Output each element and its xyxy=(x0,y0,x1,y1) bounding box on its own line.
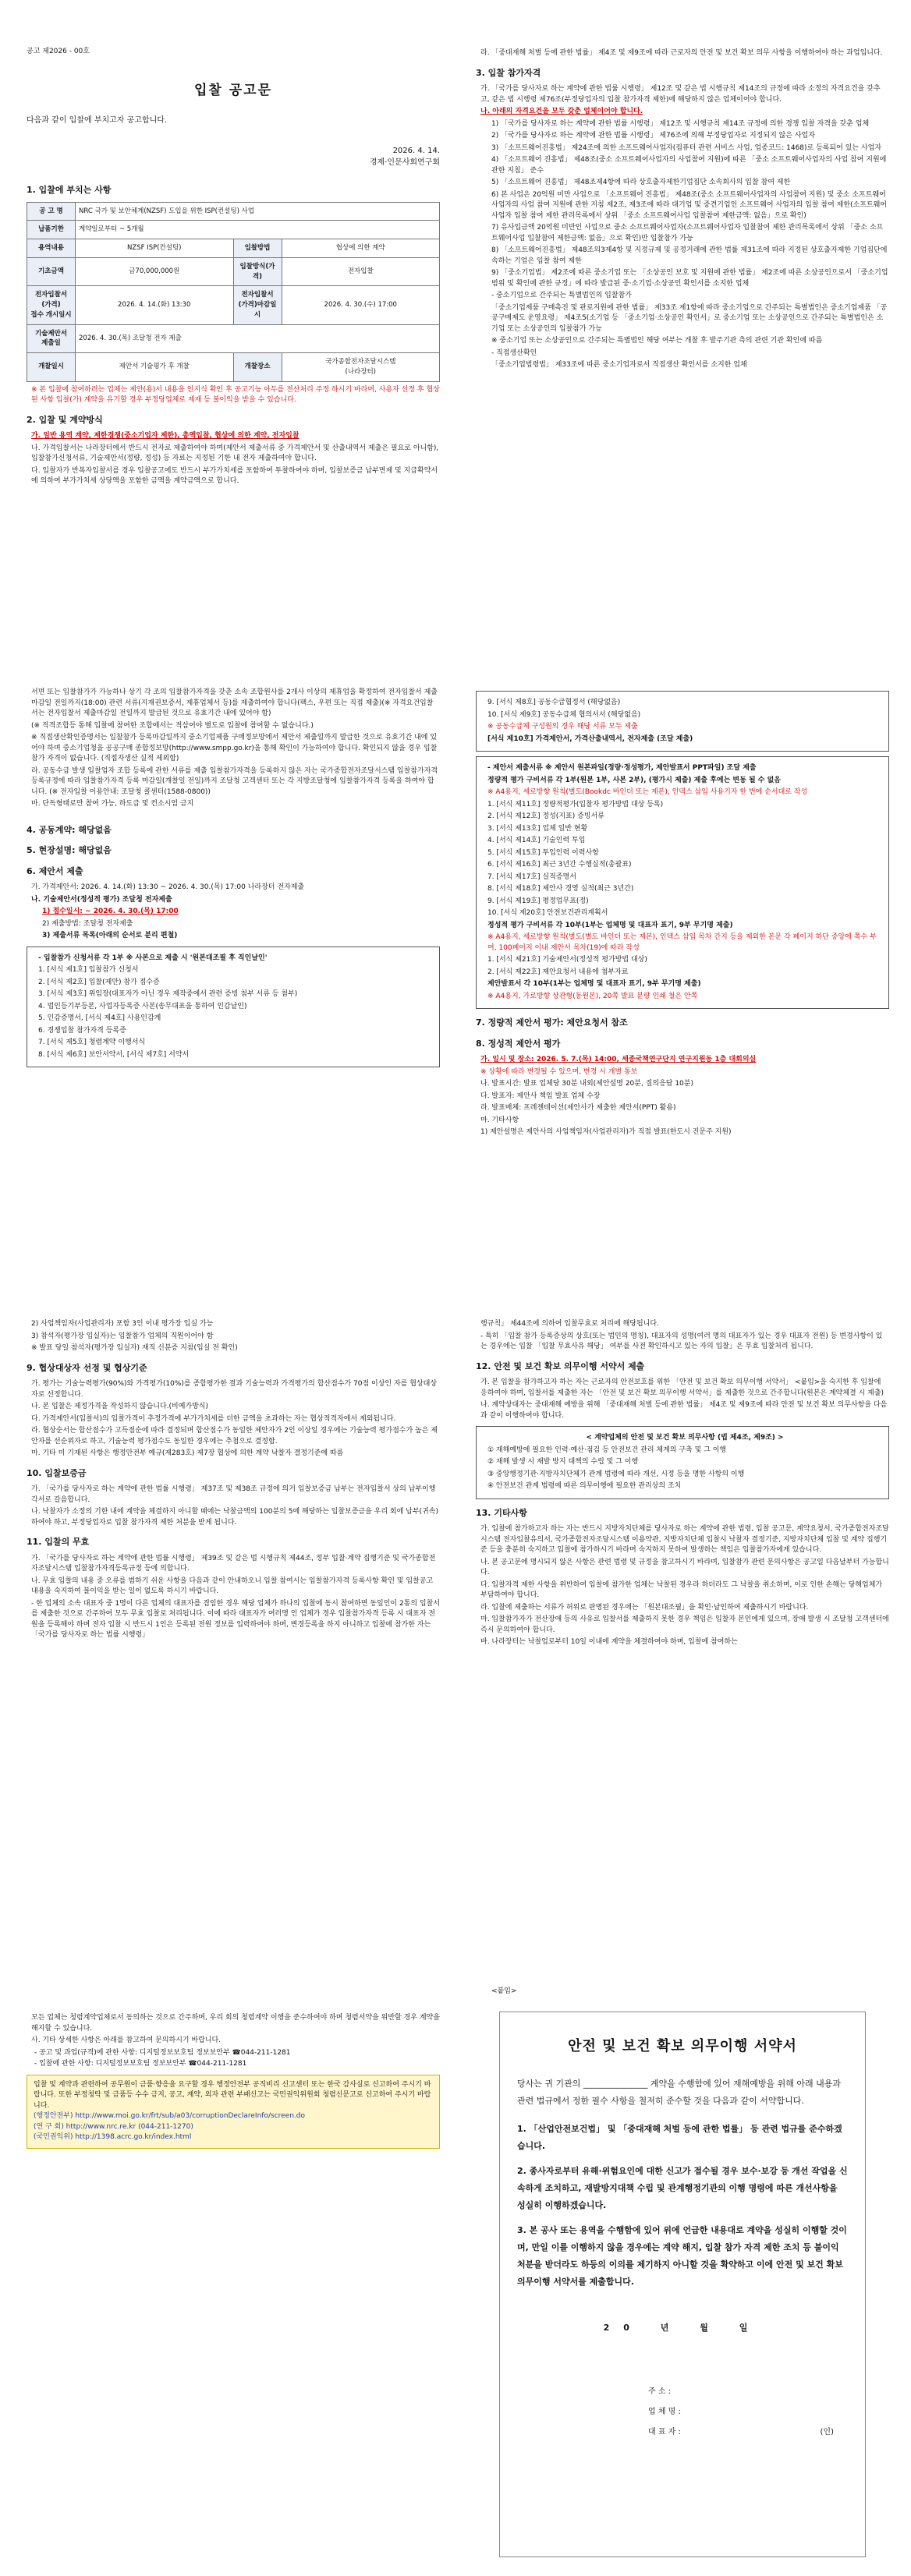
paragraph: (※ 적격조합등 통해 입찰에 참여한 조합에서는 적삼어야 별도로 입찰에 참여할 수 없습니다.) xyxy=(31,721,314,730)
paragraph: - 특히 「입찰 참가 등록증상의 상호(또는 법인의 명칭), 대표자의 성명(여러 명의 대표자가 있는 경우 대표자 전원) 등 변경사항이 있는 경우에는 입찰 「입찰 무효사유 해당」 여부를 사전 확인하시고 있는 자의 입찰」은 무효 입찰처리 됩니다. xyxy=(480,1332,883,1350)
paragraph: ※ 직접생산확인증명서는 입찰참가 등록마감일까지 중소기업제품 구매정보망에서 제안서 제출일까지 발급한 것으로 유효기간 내에 있어야 하며 중소기업청을 공공구매 종합정보망(http://www.smpp.go.kr)을 통해 확인이 가능하여야 합니다. 확인되지 않을 경우 입찰 참가 자격이 없습니다. (직접자생산 실적 제외함) xyxy=(31,734,438,763)
list-item: ④ 안전보건 관계 법령에 따른 의무이행에 필요한 관리상의 조치 xyxy=(487,1482,682,1490)
report-link[interactable]: (행정안전부) http://www.moi.go.kr/frt/sub/a03/corruptionDeclareInfo/screen.do xyxy=(34,2112,305,2120)
table-cell: 국가종합전자조달시스템 (나라장터) xyxy=(282,353,440,382)
table-cell: 전자입찰 xyxy=(282,257,440,286)
table-cell: 전자입찰서(가격) 접수 개시일시 xyxy=(27,286,76,324)
paragraph: 나. 발표시간: 발표 업체당 30분 내외(제안설명 20분, 질의응답 10분) xyxy=(480,1080,693,1088)
paragraph: 1) 제안설명은 제안사의 사업책임자(사업관리자)가 직접 발표(한도시 진문주 지원) xyxy=(480,1128,732,1136)
contract-paragraph: 나. 가격입찰서는 나라장터에서 반드시 전자로 제출하여야 하며(제안서 제출서류 중 가격제안서 및 산출내역서 제출은 필요로 아니함), 입찰참가신청서류, 기술제안서(정량, 정성) 등 자료는 지정된 기한 내 전자 제출하여야 합니다. xyxy=(31,444,439,462)
section-11-heading: 11. 입찰의 무효 xyxy=(27,1537,90,1547)
table-row xyxy=(27,286,440,324)
table-row xyxy=(27,353,440,382)
document-title: 입찰 공고문 xyxy=(193,82,273,98)
table-cell: 공 고 명 xyxy=(27,202,76,221)
paragraph: 마. 입찰참가자가 전산장애 등의 사유로 입찰서를 제출하지 못한 경우 책임은 입찰자 본인에게 있으며, 장애 발생 시 조달청 고객센터에 즉시 문의하여야 합니다. xyxy=(480,1615,889,1634)
section-2-heading: 2. 입찰 및 계약방식 xyxy=(27,414,103,425)
paragraph: 나. 계약상대자는 중대재해 예방을 위해 「중대재해 처벌 등에 관한 법률」 제4조 및 제9조에 따라 안전 및 보건 확보 의무사항을 다음과 같이 이행하여야 합니다. xyxy=(480,1401,888,1420)
submission-docs-box xyxy=(27,947,440,1068)
notice-date: 2026. 4. 14. xyxy=(392,147,440,155)
list-item: - 공고 및 과업(규격)에 관한 사항: 디지털정보보호팀 정보보안부 ☎044-211-1281 xyxy=(34,2048,291,2057)
list-item: 5) 「소프트웨어 진흥법」 제48조제4항에 따라 상호출자제한기업집단 소속회사의 입찰 참여 제한 xyxy=(491,179,791,186)
section-7-heading: 7. 정량적 제안서 평가: 제안요청서 참조 xyxy=(476,1017,628,1028)
list-item: 2. [서식 제12호] 정성(지표) 증빙서류 xyxy=(487,812,604,820)
table-cell: 2026. 4. 14.(화) 13:30 xyxy=(76,286,234,324)
list-item: 1. [서식 제21호] 기술제안서(정성적 평가방법 대상) xyxy=(487,956,647,964)
paragraph: 가. 「국가를 당사자로 하는 계약에 관한 법률 시행령」 제39조 및 같은 법 시행규칙 제44조, 정부 입찰·계약 집행기준 및 국가종합전자조달시스템 입찰참가자격등록규정 등에 의합니다. xyxy=(31,1554,436,1573)
list-item: 6) 본 사업은 20억원 미만 사업으로 「소프트웨어 진흥법」 제48조(중소 소프트웨어사업자의 사업참여 지원) 및 중소 소프트웨어사업자의 사업 참여 지원에 관한 지침 제2조, 제3조에 따라 대기업 및 중견기업인 소프트웨어 사업자의 입찰 참여 제한(소프트웨어 사업자 입찰 참여 제한 관리목록에서 상위 「중소 소프트웨어사업 입찰참여 제한금액: 없음」으로 확인) xyxy=(491,190,887,220)
list-item: 9. [서식 제8호] 공동수급협정서 (해당없음) xyxy=(487,699,621,706)
list-item: 10. [서식 제20호] 안전보건관리계획서 xyxy=(487,909,608,917)
pledge-signature xyxy=(500,2382,865,2443)
table-row xyxy=(27,239,440,258)
box-note: 제안발표서 각 10부(1부는 업체명 및 대표자 표기, 9부 무기명 제출) xyxy=(487,980,701,988)
paragraph: 2) 사업책임자(사업관리자) 포함 3인 이내 평가장 입실 가능 xyxy=(31,1320,214,1328)
eligibility-paragraph: 가. 「국가를 당사자로 하는 계약에 관한 법률 시행령」 제12조 및 같은 법 시행규칙 제14조의 규정에 따라 소정의 자격요건을 갖추고, 같은 법 시행령 제76조(부정당업자의 입찰 참가자격 제한)에 해당하지 않은 업체이어야 합니다. xyxy=(480,85,881,104)
report-link[interactable]: (국민권익위) http://1398.acrc.go.kr/index.html xyxy=(34,2133,192,2141)
pledge-body xyxy=(500,2075,865,2291)
company-label: 업 체 명 : xyxy=(648,2407,681,2416)
list-item: 7. [서식 제5호] 청렴계약 이행서식 xyxy=(38,1039,146,1046)
contract-method: 가. 일반 용역 계약, 제한경쟁(중소기업자 제한), 총액입찰, 협상에 의한 계약, 전자입찰 xyxy=(31,432,300,440)
report-link[interactable]: (연 구 회) http://www.nrc.re.kr (044-211-1270) xyxy=(34,2122,193,2131)
paragraph: 3) 참석자(평가장 입실자)는 입찰참가 업체의 직원이어야 함 xyxy=(31,1332,214,1340)
list-item: 7. [서식 제17호] 실적증명서 xyxy=(487,872,576,881)
page2-right xyxy=(476,686,889,1136)
list-item: 6. [서식 제16호] 최근 3년간 수행실적(총괄표) xyxy=(487,861,632,869)
table-cell: 2026. 4. 30.(수) 17:00 xyxy=(282,286,440,324)
contract-paragraph: 다. 입찰자가 반복자입찰서를 경우 입찰공고에도 반드시 부가가치세를 포함하여 투찰하여야 하며, 입찰보증금 납부면제 및 지급확약서에 의하여 부가가치세 상당액을 포함한 금액을 계약금액으로 합니다. xyxy=(31,466,438,485)
safety-duties-box xyxy=(476,1426,889,1499)
paragraph: 행규칙」 제44조에 의하여 입찰무효로 처리에 해당됩니다. xyxy=(480,1320,659,1328)
list-item: 4) 「소프트웨어 진흥법」 제48조(중소 소프트웨어사업자의 사업참여 지원)에 따른 「중소 소프트웨어사업자의 사업 참여 지원에 관한 지침」 준수 xyxy=(491,156,887,175)
price-proposal-schedule: 가. 가격제안서: 2026. 4. 14.(화) 13:30 ~ 2026. 4. 30.(목) 17:00 나라장터 전자제출 xyxy=(31,883,305,891)
table-cell: 입찰방식(가격) xyxy=(233,257,282,286)
paragraph: 가. 입찰에 참가하고자 하는 자는 반드시 지방자치단체를 당사자로 하는 계약에 관한 법령, 입찰 공고문, 계약요청서, 국가종합전자조달시스템 전자입찰유의서, 국가종합전자조달시스템 이용약관, 지방자치단체 입찰시 낙찰자 결정기준, 지방자치단체 입찰 및 계약 집행기준 등을 충분히 숙지하고 입찰에 참가하시기 바라며 숙지하지 못하여 발생하는 책임은 입찰참가자에게 있습니다. xyxy=(480,1525,889,1554)
list-item: 「중소기업제품 구매촉진 및 판로지원에 관한 법률」 제33조 제1항에 따라 중소기업으로 간주되는 특별법인은 중소기업제품 「공공구매제도 운영요령」 제4조5(소기업 등 「중소기업·소상공인 확인서」로 중소기업 또는 소상공인으로 간주되는 특별법인은 소기업 또는 소상공인의 입찰참가 가능 xyxy=(491,303,888,333)
section-9-heading: 9. 협상대상자 선정 및 협상기준 xyxy=(27,1362,147,1373)
corruption-report-box xyxy=(27,2075,440,2149)
section-3-heading: 3. 입찰 참가자격 xyxy=(476,67,541,78)
list-item: 「중소기업법령법」 제33조에 따른 중소기업자로서 직접생산 확인서를 소지한 업체 xyxy=(491,361,747,369)
list-item: 2. [서식 제2호] 입찰(제안) 참가 접수증 xyxy=(38,978,160,986)
box-heading: - 입찰참가 신청서류 각 1부 ※ 사본으로 제출 시 '원본대조필 후 직인날인' xyxy=(38,954,268,962)
table-cell: 계약일로부터 ~ 5개월 xyxy=(76,221,440,239)
intro-text: 다음과 같이 입찰에 부치고자 공고합니다. xyxy=(27,116,168,125)
list-item: 6. 경쟁입찰 참가자격 등록증 xyxy=(38,1026,126,1035)
box-note: ※ A4용지, 세로방향 원칙(별도(별도 바인더 또는 제본), 인덱스 삽입 목차 간지 등을 제외한 본문 각 페이지 하단 중앙에 쪽수 부여, 100페이지 이내 제안서 목차(19)에 따라 작성 xyxy=(487,933,877,952)
page3-left xyxy=(27,1318,440,1817)
box-note: ※ A4용지, 세로방향 원칙(별도(Bookdc 바인더 또는 제본), 인덱스 삽입 사용기자 한 번에 순서대로 작성 xyxy=(487,788,808,796)
paragraph: 다. 가격제안서(입찰서)의 입찰가격이 추정가격에 부가가치세를 더한 금액을 초과하는 자는 협상적격자에서 제외됩니다. xyxy=(31,1414,396,1423)
table-cell: 금70,000,000원 xyxy=(76,257,234,286)
list-item: 1) 접수일시: ~ 2026. 4. 30.(목) 17:00 xyxy=(42,908,179,915)
list-item: - 직접생산확인 xyxy=(491,349,537,357)
list-item: ② 재해 발생 시 재발 방지 대책의 수립 및 그 이행 xyxy=(487,1458,639,1466)
box-heading: - 제안서 제출서류 ※ 제안서 원본파일(정량·정성평가, 제안발표서 PPT파일) 조달 제출 xyxy=(487,764,757,772)
seal-mark: (인) xyxy=(820,2427,834,2436)
box-note: 정성적 평가 구비서류 각 10부(1부는 업체명 및 대표자 표기, 9부 무기명 제출) xyxy=(487,921,733,929)
paragraph: 서면 또는 입찰참가가 가능하나 상기 각 조의 입찰참가자격을 갖춘 소속 조합원사를 2개사 이상의 제휴업을 확정하여 전자입찰서 제출 마감일 전일까지(18:00) 관련 서류(지재권보증서, 제휴업체서 등)를 제출하여야 합니다(팩스, 우편 또는 직접 제출)(※ 자격요건입찰서는 전자입찰서 제출마감일 전일까지 발급된 것으로 유효기간 내에 있어야 함) xyxy=(31,688,438,717)
paragraph: 가. 평가는 기술능력평가(90%)와 가격평가(10%)를 종합평가한 결과 기술능력과 가격평가의 합산점수가 70점 이상인 자를 협상대상자로 선정합니다. xyxy=(31,1380,438,1399)
pledge-date: 20 년 월 일 xyxy=(603,2323,762,2333)
notice-number: 공고 제2026 - 00호 xyxy=(27,48,90,55)
paragraph: 라. 입찰에 제출하는 서류가 허위로 판명된 경우에는 「원본대조필」을 확인·날인하여 제출하시기 바랍니다. xyxy=(480,1603,809,1612)
list-item: 9. [서식 제19호] 평정업무표(정) xyxy=(487,897,589,905)
pledge-title: 안전 및 보건 확보 의무이행 서약서 xyxy=(568,2038,797,2054)
list-item: 1. [서식 제1호] 입찰참가 신청서 xyxy=(38,966,139,974)
list-item: 3. [서식 제3호] 위임장(대표자가 아닌 경우 제작중에서 관련 증빙 첨부 서류 등 첨부) xyxy=(38,990,298,998)
box-text: 입찰 및 계약과 관련하여 공무원이 금품·향응을 요구할 경우 행정안전부 공직비리 신고센터 또는 한국 감사실로 신고하여 주시기 바랍니다. 또한 부정청탁 및 금품등 수수 금지, 공고, 계약, 외자 관련 부패신고는 국민권익위원회 청렴신문고로 신고하여 주시기 바랍니다. xyxy=(34,2080,431,2110)
bid-info-table xyxy=(27,202,440,382)
list-item: 3) 제출서류 목록(아래의 순서로 분리 편철) xyxy=(42,932,178,939)
paragraph: 라. 협상순서는 합산점수가 고득점순에 따라 결정되며 합산점수가 동일한 제안자가 2인 이상일 경우에는 기술능력 평가점수가 높은 제안자를 선순위자로 하고, 기술능력 평가점수도 동일한 경우에는 추첨으로 결정함. xyxy=(31,1427,438,1445)
box-note: 정량적 평가 구비서류 각 1부(원본 1부, 사본 2부), (평가시 제출) 제출 후에는 변동 될 수 없음 xyxy=(487,776,781,784)
tech-proposal-heading: 나. 기술제안서(정성적 평가) 조달청 전자제출 xyxy=(31,895,172,904)
section-5-heading: 5. 현장설명: 해당없음 xyxy=(27,845,112,855)
paragraph: 나. 무효 입찰의 내용 중 오류를 범하기 쉬운 사항을 다음과 같이 안내하오니 입찰 참여시는 입찰참가자격 등록사항 확인 및 입찰공고 내용을 숙지하여 불이익을 받는 일이 없도록 하시기 바랍니다. xyxy=(31,1576,434,1595)
paragraph: - 한 업체의 소속 대표자 중 1명이 다른 업체의 대표자를 겸임한 경우 해당 업체가 하나의 입찰에 동시 참여하면 동일인이 2통의 입찰서를 제출한 것으로 간주하여 모두 무효 입찰로 처리됩니다. 이에 따라 대표자가 여러명 인 업체가 경우 입찰참가자격 등록 시 대표자 전원을 등록해야 하며 전자 입찰 시 반드시 1인은 등록된 전원 정보를 입력하여야 하며, 변경등록을 하지 아니하고 입찰에 참가한 자는 「국가를 당사자로 하는 법률 시행령」 xyxy=(31,1599,441,1639)
pledge-form xyxy=(499,2012,866,2557)
page1-left xyxy=(27,47,440,491)
section-8-heading: 8. 정성적 제안서 평가 xyxy=(476,1038,561,1049)
list-item: 7) 유사입금액 20억원 미만인 사업으로 중소 소프트웨어사업자(소프트웨어사업자 입찰참여 제한 관리목록에서 상위 「중소 소프트웨어사업 입찰참여 제한금액: 없음」으로 확인)만 입찰참가 가능 xyxy=(491,224,884,242)
table-cell: 용역내용 xyxy=(27,239,76,258)
schedule-note: ※ 상황에 따라 변경될 수 있으며, 변경 시 개별 통보 xyxy=(480,1067,638,1076)
address-label: 주 소 : xyxy=(648,2387,672,2396)
table-cell: NRC 국가 및 보안체계(NZSF) 도입을 위한 ISP(컨설팅) 사업 xyxy=(76,202,440,221)
list-item: 3. [서식 제13호] 업체 일반 현황 xyxy=(487,824,588,833)
paragraph: 라. 발표매체: 프레젠테이션(제안사가 제출한 제안서(PPT) 활용) xyxy=(480,1104,676,1112)
paragraph: 라. 공동수급 발생 입찰업자 조합 등록에 관한 서류를 제출 입찰참가자격을 등록하지 않은 자는 국가종합전자조달시스템 입찰참가자격 등록규정에 따라 입찰참가자격 등록 마감일(개찰일 전일)까지 조달청 고객센터 또는 각 지방조달청에 입찰참가자격 등록을 하여야 합니다. (※ 전자입찰 이용안내: 조달청 콜센터(1588-0800)) xyxy=(31,766,438,796)
pledge-paragraph: 3. 본 공사 또는 용역을 수행함에 있어 위에 언급한 내용대로 계약을 성실히 이행할 것이며, 만일 이를 이행하지 않을 경우에는 계약 해지, 입찰 참가 자격 제한 조치 등 불이익 처분을 받더라도 하등의 이의를 제기하지 아니할 것을 확약하고 이에 안전 및 보건 확보 의무이행 서약서를 제출합니다. xyxy=(517,2225,847,2287)
list-item: 2. [서식 제22호] 제안요청서 내용에 첨부자료 xyxy=(487,968,629,976)
table-cell: 협상에 의한 계약 xyxy=(282,239,440,258)
list-item: 1) 「국가를 당사자로 하는 계약에 관한 법률 시행령」 제12조 및 시행규칙 제14조 규정에 의한 경쟁 입찰 자격을 갖춘 업체 xyxy=(491,119,870,128)
table-cell: NZSF ISP(컨설팅) xyxy=(76,239,234,258)
table-row xyxy=(27,324,440,353)
paragraph: 나. 본 공고문에 명시되지 않은 사항은 관련 법령 및 규정을 참고하시기 바라며, 입찰참가 관련 문의사항은 공고일 다음날부터 가능합니다. xyxy=(480,1558,889,1576)
proposal-docs-box xyxy=(476,756,889,1009)
paragraph: 바. 나라장터는 낙찰업로부터 10일 이내에 계약을 체결하여야 하며, 입찰에 참여하는 xyxy=(480,1638,738,1646)
table-cell: 전자입찰서 (가격)마감일시 xyxy=(233,286,282,324)
paragraph: 나. 본 입찰은 제정가격을 작성하지 않습니다.(비예가방식) xyxy=(31,1403,209,1410)
table-row xyxy=(27,202,440,221)
list-item: 5. 인감증명서, [서식 제4호] 사용인감계 xyxy=(38,1014,161,1022)
table-note: ※ 본 입찰에 참여하려는 업체는 제안(용)서 내용을 인지식 확인 후 공고기능 아두를 전산처리 주정 하시기 바라며, 사용자 선정 후 협상된 사항 입찰(가) 계약을 유기할 경우 부정당업체로 제재 등 불이익을 받을 수 있습니다. xyxy=(31,385,440,404)
attachment-tag: <붙임> xyxy=(491,1987,517,1995)
list-item: 8) 「소프트웨어진흥법」 제48조의3제4항 및 지정규제 및 공정거래에 관한 법률 제31조에 따라 지정된 상호출자제한 기업집단에 속하는 기업은 입찰 참여 제한 xyxy=(491,246,888,265)
eligibility-requirements-heading: 나. 아래의 자격요건을 모두 갖춘 업체이어야 합니다. xyxy=(480,108,643,115)
list-item: - 중소기업으로 간주되는 특별법인의 입찰참가 xyxy=(491,292,632,299)
list-item: 1. [서식 제11호] 정량적평가(입찰자 평가방법 대상 등록) xyxy=(487,800,664,809)
section-6-heading: 6. 제안서 제출 xyxy=(27,865,83,876)
section-4-heading: 4. 공동계약: 해당없음 xyxy=(27,824,112,835)
paragraph: 다. 입찰자격 제한 사항을 위반하여 입찰에 참가한 업체는 낙찰된 경우라 하더라도 그 낙찰을 취소하며, 이로 인한 손해는 당해업체가 부담하여야 합니다. xyxy=(480,1580,883,1599)
paragraph: 마. 단독형태로만 참여 가능, 하도급 및 컨소시엄 금지 xyxy=(31,800,194,808)
pledge-paragraph: 당사는 귀 기관의 _______________ 계약을 수행함에 있어 재해예방을 위해 아래 내용과 관련 법규에서 정한 필수 사항을 철저히 준수할 것을 다음과 같이 서약합니다. xyxy=(517,2079,841,2106)
table-cell: 기초금액 xyxy=(27,257,76,286)
contact-list xyxy=(34,2048,440,2070)
paragraph: 나. 낙찰자가 소정의 기한 내에 계약을 체결하지 아니할 때에는 낙찰금액의 100분의 5에 해당하는 입찰보증금을 우리 회에 납부(귀속)하여야 하고, 부정당업자로 입찰 참가자격 제한 처분을 받게 됩니다. xyxy=(31,1508,438,1527)
section-10-heading: 10. 입찰보증금 xyxy=(27,1467,87,1478)
list-item: 2) 제출방법: 조달청 전자제출 xyxy=(42,919,133,928)
table-row xyxy=(27,257,440,286)
safety-clause: 라. 「중대재해 처벌 등에 관한 법률」 제4조 및 제9조에 따라 근로자의 안전 및 보건 확보 의무 사항을 이행하여야 하는 과업입니다. xyxy=(480,49,883,57)
list-item: 8. [서식 제18호] 제안사 경영 실적(최근 3년간) xyxy=(487,885,634,893)
paragraph: 가. 본 입찰을 참가하고자 하는 자는 근로자의 안전보호를 위한 「안전 및 보건 확보 의무이행 서약서」 <붙임>을 숙지한 후 입찰에 응하여야 하며, 입찰서를 제출한 자는 「안전 및 보건 확보 의무이행 서약서」를 제출한 것으로 간주합니다(원본은 계약체결 시 제출) xyxy=(480,1378,884,1397)
table-row xyxy=(27,221,440,239)
list-item: 8. [서식 제6호] 보안서약서, [서식 제7호] 서약서 xyxy=(38,1050,190,1059)
list-item: 4. 법인등기부등본, 사업자등록증 사본(송무대표을 통하여 인감날인) xyxy=(38,1002,247,1010)
table-cell: 제안서 기술평가 후 개찰 xyxy=(76,353,234,382)
table-cell: 기술제안서 제출일 xyxy=(27,324,76,353)
list-item: ※ 공동수급체 구성원의 경우 해당 서류 모두 제출 xyxy=(487,723,638,731)
list-item: ① 재해예방에 필요한 인력·예산·점검 등 안전보건 관리 체계의 구축 및 그 이행 xyxy=(487,1445,727,1454)
box-heading: < 계약업체의 안전 및 보건 확보 의무사항 (법 제4조, 제9조) > xyxy=(586,1434,784,1442)
list-item: ③ 중앙행정기관·지방자치단체가 관계 법령에 따라 개선, 시정 등을 명한 사항의 이행 xyxy=(487,1470,745,1478)
paragraph: 사. 기타 상세한 사항은 아래를 참고하여 문의하시기 바랍니다. xyxy=(31,2036,222,2044)
submission-docs-box-cont xyxy=(476,691,889,752)
list-item: 10. [서식 제9호] 공동수급체 협의서서 (해당없음) xyxy=(487,710,641,719)
table-cell: 2026. 4. 30.(목) 조달청 전자 제출 xyxy=(76,324,440,353)
section-1-heading: 1. 입찰에 부치는 사항 xyxy=(27,185,112,195)
list-item: 3) 「소프트웨어진흥법」 제24조에 의한 소프트웨어사업자(컴퓨터 관련 서비스 사업, 업종코드: 1468)로 등록되어 있는 사업자 xyxy=(491,143,882,152)
list-item: 9) 「중소기업법」 제2조에 따른 중소기업 또는 「소상공인 보호 및 지원에 관한 법률」 제2조에 따른 소상공인으로서 「중소기업 범위 및 확인에 관한 규정」에 따라 발급된 중·소기업·소상공인 확인서를 소지한 업체 xyxy=(491,269,888,288)
pledge-paragraph: 1. 「산업안전보건법」 및 「중대재해 처벌 등에 관한 법률」 등 관련 법규를 준수하겠습니다. xyxy=(517,2124,842,2151)
table-cell: 납품기한 xyxy=(27,221,76,239)
list-item: 4. [서식 제14호] 기술인력 투입 xyxy=(487,837,586,844)
table-cell: 개찰일시 xyxy=(27,353,76,382)
list-item: 2) 「국가를 당사자로 하는 계약에 관한 법률 시행령」 제76조에 의해 부정당업자로 지정되지 않은 사업자 xyxy=(491,132,815,140)
paragraph: 가. 「국가를 당사자로 하는 계약에 관한 법률 시행령」 제37조 및 제38조 규정에 의거 입찰보증금 납부는 전자입찰서 상의 납부이행각서로 갈음합니다. xyxy=(31,1485,436,1504)
eligibility-list xyxy=(487,119,889,371)
page3-right xyxy=(476,1318,889,1817)
page2-left xyxy=(27,686,440,1123)
presentation-schedule: 가. 일시 및 장소: 2026. 5. 7.(목) 14:00, 세종국책연구단지 연구지원동 1층 대회의실 xyxy=(480,1056,757,1063)
paragraph: 다. 발표자: 제안사 책임 발표 업체 수장 xyxy=(480,1092,601,1100)
list-item: [서식 제10호] 가격제안서, 가격산출내역서, 전자제출 (조달 제출) xyxy=(487,734,693,743)
page4-left xyxy=(27,2012,440,2511)
paragraph: 마. 기타사항 xyxy=(480,1116,519,1124)
pledge-paragraph: 2. 종사자로부터 유해·위험요인에 대한 신고가 접수될 경우 보수·보강 등 개선 작업을 신속하게 조치하고, 재발방지대책 수립 및 관계행정기관의 이행 명령에 따른 개선사항을 성실히 이행하겠습니다. xyxy=(517,2166,848,2210)
representative-label: 대 표 자 : xyxy=(648,2427,681,2436)
table-cell: 입찰방법 xyxy=(233,239,282,258)
list-item: - 입찰에 관한 사항: 디지털정보보호팀 정보보안부 ☎044-211-1281 xyxy=(34,2060,247,2068)
paragraph: 마. 기타 미 기재된 사항은 행정안전부 예규(제283호) 제7장 협상에 의한 계약 낙찰자 결정기준에 따름 xyxy=(31,1449,344,1457)
section-12-heading: 12. 안전 및 보건 확보 의무이행 서약서 제출 xyxy=(476,1361,645,1371)
list-item: 5. [서식 제15호] 투입인력 이력사항 xyxy=(487,848,599,857)
page1-right xyxy=(476,47,889,491)
box-note: ※ A4용지, 가로방향 상관형(동원본), 20쪽 발표 분량 인쇄 철은 안쪽 xyxy=(487,992,698,1000)
table-cell: 개찰장소 xyxy=(233,353,282,382)
paragraph: 모든 업체는 청렴계약업체로서 동의하는 것으로 간주하며, 우리 회의 청렴계약 이행을 준수하여야 하며 청렴서약을 위반할 경우 계약을 해지할 수 있습니다. xyxy=(31,2014,440,2033)
paragraph: ※ 발표 당일 참석자(평가장 입실자) 재직 신분증 지참(입실 전 확인) xyxy=(31,1344,238,1352)
issuing-org: 경제·인문사회연구회 xyxy=(369,158,440,167)
list-note: ※ 중소기업 또는 소상공인으로 간주되는 특별법인 해당 여부는 개찰 후 발주기관 측의 관련 기관 확인에 따름 xyxy=(491,337,823,345)
section-13-heading: 13. 기타사항 xyxy=(476,1507,527,1518)
